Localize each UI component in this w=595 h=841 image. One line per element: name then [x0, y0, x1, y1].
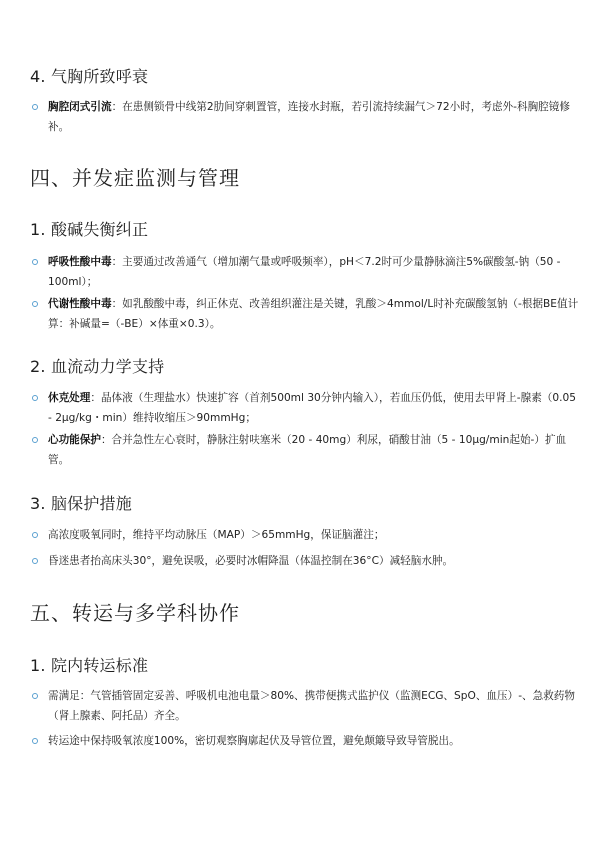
item-text: ：主要通过改善通气（增加潮气量或呼吸频率），pH＜7.2时可少量静脉滴注5%碳酸氢-钠（50 - 100ml）；	[48, 256, 561, 288]
bullet-icon	[32, 532, 38, 538]
item-text: 需满足：气管插管固定妥善、呼吸机电池电量＞80%、携带便携式监护仪（监测ECG、SpO、血压）-、急救药物（肾上腺素、阿托品）齐全。	[48, 690, 575, 722]
bullet-icon	[32, 395, 38, 401]
bullet-icon	[32, 301, 38, 307]
list-item	[32, 686, 580, 726]
bullet-icon	[32, 437, 38, 443]
section-heading-brain-protection: 3. 脑保护措施	[30, 494, 132, 513]
section-heading-acid-base: 1. 酸碱失衡纠正	[30, 220, 149, 239]
item-text: 高浓度吸氧同时，维持平均动脉压（MAP）＞65mmHg，保证脑灌注；	[48, 529, 385, 541]
bullet-icon	[32, 558, 38, 564]
part-heading-transport: 五、转运与多学科协作	[30, 601, 240, 625]
section-heading-transfer-criteria: 1. 院内转运标准	[30, 656, 149, 675]
list-item	[32, 388, 580, 428]
bullet-icon	[32, 259, 38, 265]
item-text: 昏迷患者抬高床头30°，避免误吸，必要时冰帽降温（体温控制在36°C）减轻脑水肿。	[48, 555, 454, 567]
item-text: 转运途中保持吸氧浓度100%，密切观察胸廓起伏及导管位置，避免颠簸导致导管脱出。	[48, 735, 460, 747]
list-item	[32, 551, 580, 571]
item-text: ：在患侧锁骨中线第2肋间穿刺置管，连接水封瓶，若引流持续漏气＞72小时，考虑外-科胸腔镜修补。	[48, 101, 570, 133]
list-item	[32, 731, 580, 751]
bullet-icon	[32, 104, 38, 110]
list-item	[32, 294, 580, 334]
list-item	[32, 252, 580, 292]
part-heading-complications: 四、并发症监测与管理	[30, 166, 240, 190]
item-text: ：如乳酸酸中毒，纠正休克、改善组织灌注是关键，乳酸＞4mmol/L时补充碳酸氢钠（-根据BE值计算：补碱量=（-BE）×体重×0.3）。	[48, 298, 579, 330]
item-term: 心功能保护	[48, 434, 101, 446]
list-item	[32, 430, 580, 470]
item-term: 休克处理	[48, 392, 91, 404]
list-item	[32, 525, 580, 545]
section-heading-pneumothorax: 4. 气胸所致呼衰	[30, 67, 149, 86]
item-term: 胸腔闭式引流	[48, 101, 112, 113]
item-text: ：晶体液（生理盐水）快速扩容（首剂500ml 30分钟内输入），若血压仍低，使用去甲肾上-腺素（0.05 - 2μg/kg・min）维持收缩压＞90mmHg；	[48, 392, 576, 424]
item-term: 呼吸性酸中毒	[48, 256, 112, 268]
bullet-icon	[32, 738, 38, 744]
section-heading-hemodynamics: 2. 血流动力学支持	[30, 357, 165, 376]
item-term: 代谢性酸中毒	[48, 298, 112, 310]
list-item	[32, 97, 580, 137]
item-text: ：合并急性左心衰时，静脉注射呋塞米（20 - 40mg）利尿，硝酸甘油（5 - 10μg/min起始-）扩血管。	[48, 434, 567, 466]
bullet-icon	[32, 693, 38, 699]
